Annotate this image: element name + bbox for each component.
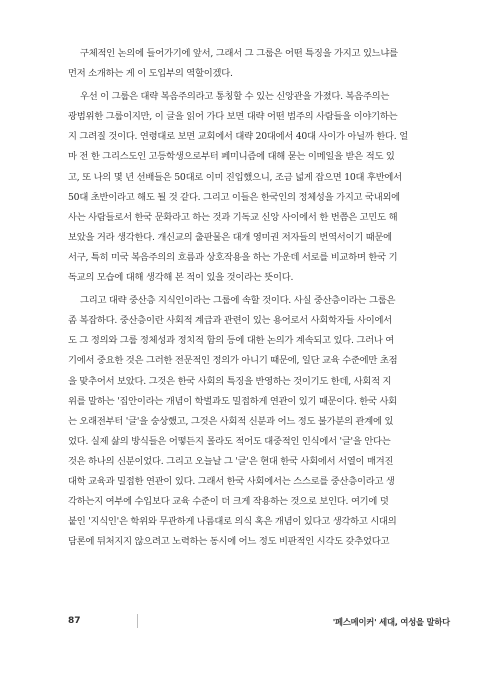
text-line: 우선 이 그룹은 대략 복음주의라고 통칭할 수 있는 신앙관을 가졌다. 복음주의는	[80, 91, 390, 103]
page-body	[68, 44, 450, 555]
page-number: 87	[68, 616, 81, 626]
text-line: 보았을 거라 생각한다. 개신교의 출판물은 대개 영미권 저자들의 번역서이기 때문에	[68, 231, 392, 243]
text-line: 는 오래전부터 '글'을 숭상했고, 그것은 사회적 신분과 어느 정도 불가분의 관계에 있	[68, 415, 394, 427]
text-line: 도 그 정의와 그룹 정체성과 정치적 함의 등에 대한 논의가 계속되고 있다. 그러나 여	[68, 335, 394, 347]
text-line: 광범위한 그룹이지만, 이 글을 읽어 가다 보면 대략 어떤 범주의 사람들을 이야기하는	[68, 111, 398, 123]
text-line: 각하는지 여부에 수입보다 교육 수준이 더 크게 작용하는 것으로 보인다. 여기에 덧	[68, 496, 389, 508]
text-line: 었다. 실제 삶의 방식들은 어떻든지 몰라도 적어도 대중적인 인식에서 '글'을 안다는	[68, 435, 391, 447]
text-line: 독교의 모습에 대해 생각해 본 적이 있을 것이라는 뜻이다.	[68, 272, 294, 284]
text-line: 먼저 소개하는 게 이 도입부의 역할이겠다.	[68, 68, 233, 80]
text-line: 을 맞추어서 보았다. 그것은 한국 사회의 특징을 반영하는 것이기도 한데, 사회적 지	[68, 375, 392, 387]
text-line: 것은 하나의 신분이었다. 그리고 오늘날 그 '글'은 현대 한국 사회에서 서열이 매겨진	[68, 455, 394, 467]
text-line: 붙인 '지식인'은 학위와 무관하게 나름대로 의식 혹은 개념이 있다고 생각하고 시대의	[68, 516, 397, 528]
running-title: '페스메이커' 세대, 여성을 말하다	[332, 617, 450, 627]
text-line: 지 그려질 것이다. 연령대로 보면 교회에서 대략 20대에서 40대 사이가 아닐까 한다. 얼	[68, 131, 408, 143]
text-line: 담론에 뒤처지지 않으려고 노력하는 동시에 어느 정도 비판적인 시각도 갖추었다고	[68, 536, 390, 548]
page-footer	[68, 614, 450, 630]
paragraph-1	[68, 44, 450, 84]
paragraph-3	[68, 291, 450, 552]
text-line: 대학 교육과 밀접한 연관이 있다. 그래서 한국 사회에서는 스스로를 중산층이라고 생	[68, 475, 395, 487]
text-line: 마 전 한 그리스도인 고등학생으로부터 페미니즘에 대해 묻는 이메일을 받은 적도 있	[68, 151, 395, 163]
text-line: 사는 사람들로서 한국 문화라고 하는 것과 기독교 신앙 사이에서 한 번쯤은 고민도 해	[68, 211, 398, 223]
text-line: 위를 말하는 '집안이라는 개념이 학벌과도 밀접하게 연관이 있기 때문이다. 한국 사회	[68, 395, 397, 407]
text-line: 기에서 중요한 것은 그러한 전문적인 정의가 아니기 때문에, 일단 교육 수준에만 초점	[68, 355, 398, 367]
text-line: 좀 복잡하다. 중산층이란 사회적 계급과 관련이 있는 용어로서 사회학자들 사이에서	[68, 315, 392, 327]
text-line: 50대 초반이라고 해도 될 것 같다. 그리고 이들은 한국인의 정체성을 가지고 국내외에	[68, 191, 400, 203]
footer-divider	[137, 614, 138, 628]
paragraph-2	[68, 87, 450, 288]
text-line: 그리고 대략 중산층 지식인이라는 그룹에 속할 것이다. 사실 중산층이라는 그룹은	[80, 295, 396, 307]
text-line: 고, 또 나의 몇 년 선배들은 50대로 이미 진입했으니, 조금 넓게 잡으면 10대 후반에서	[68, 171, 402, 183]
text-line: 구체적인 논의에 들어가기에 앞서, 그래서 그 그룹은 어떤 특징을 가지고 있느냐를	[80, 48, 398, 59]
text-line: 서구, 특히 미국 복음주의의 흐름과 상호작용을 하는 가운데 서로를 비교하며 한국 기	[68, 251, 398, 263]
